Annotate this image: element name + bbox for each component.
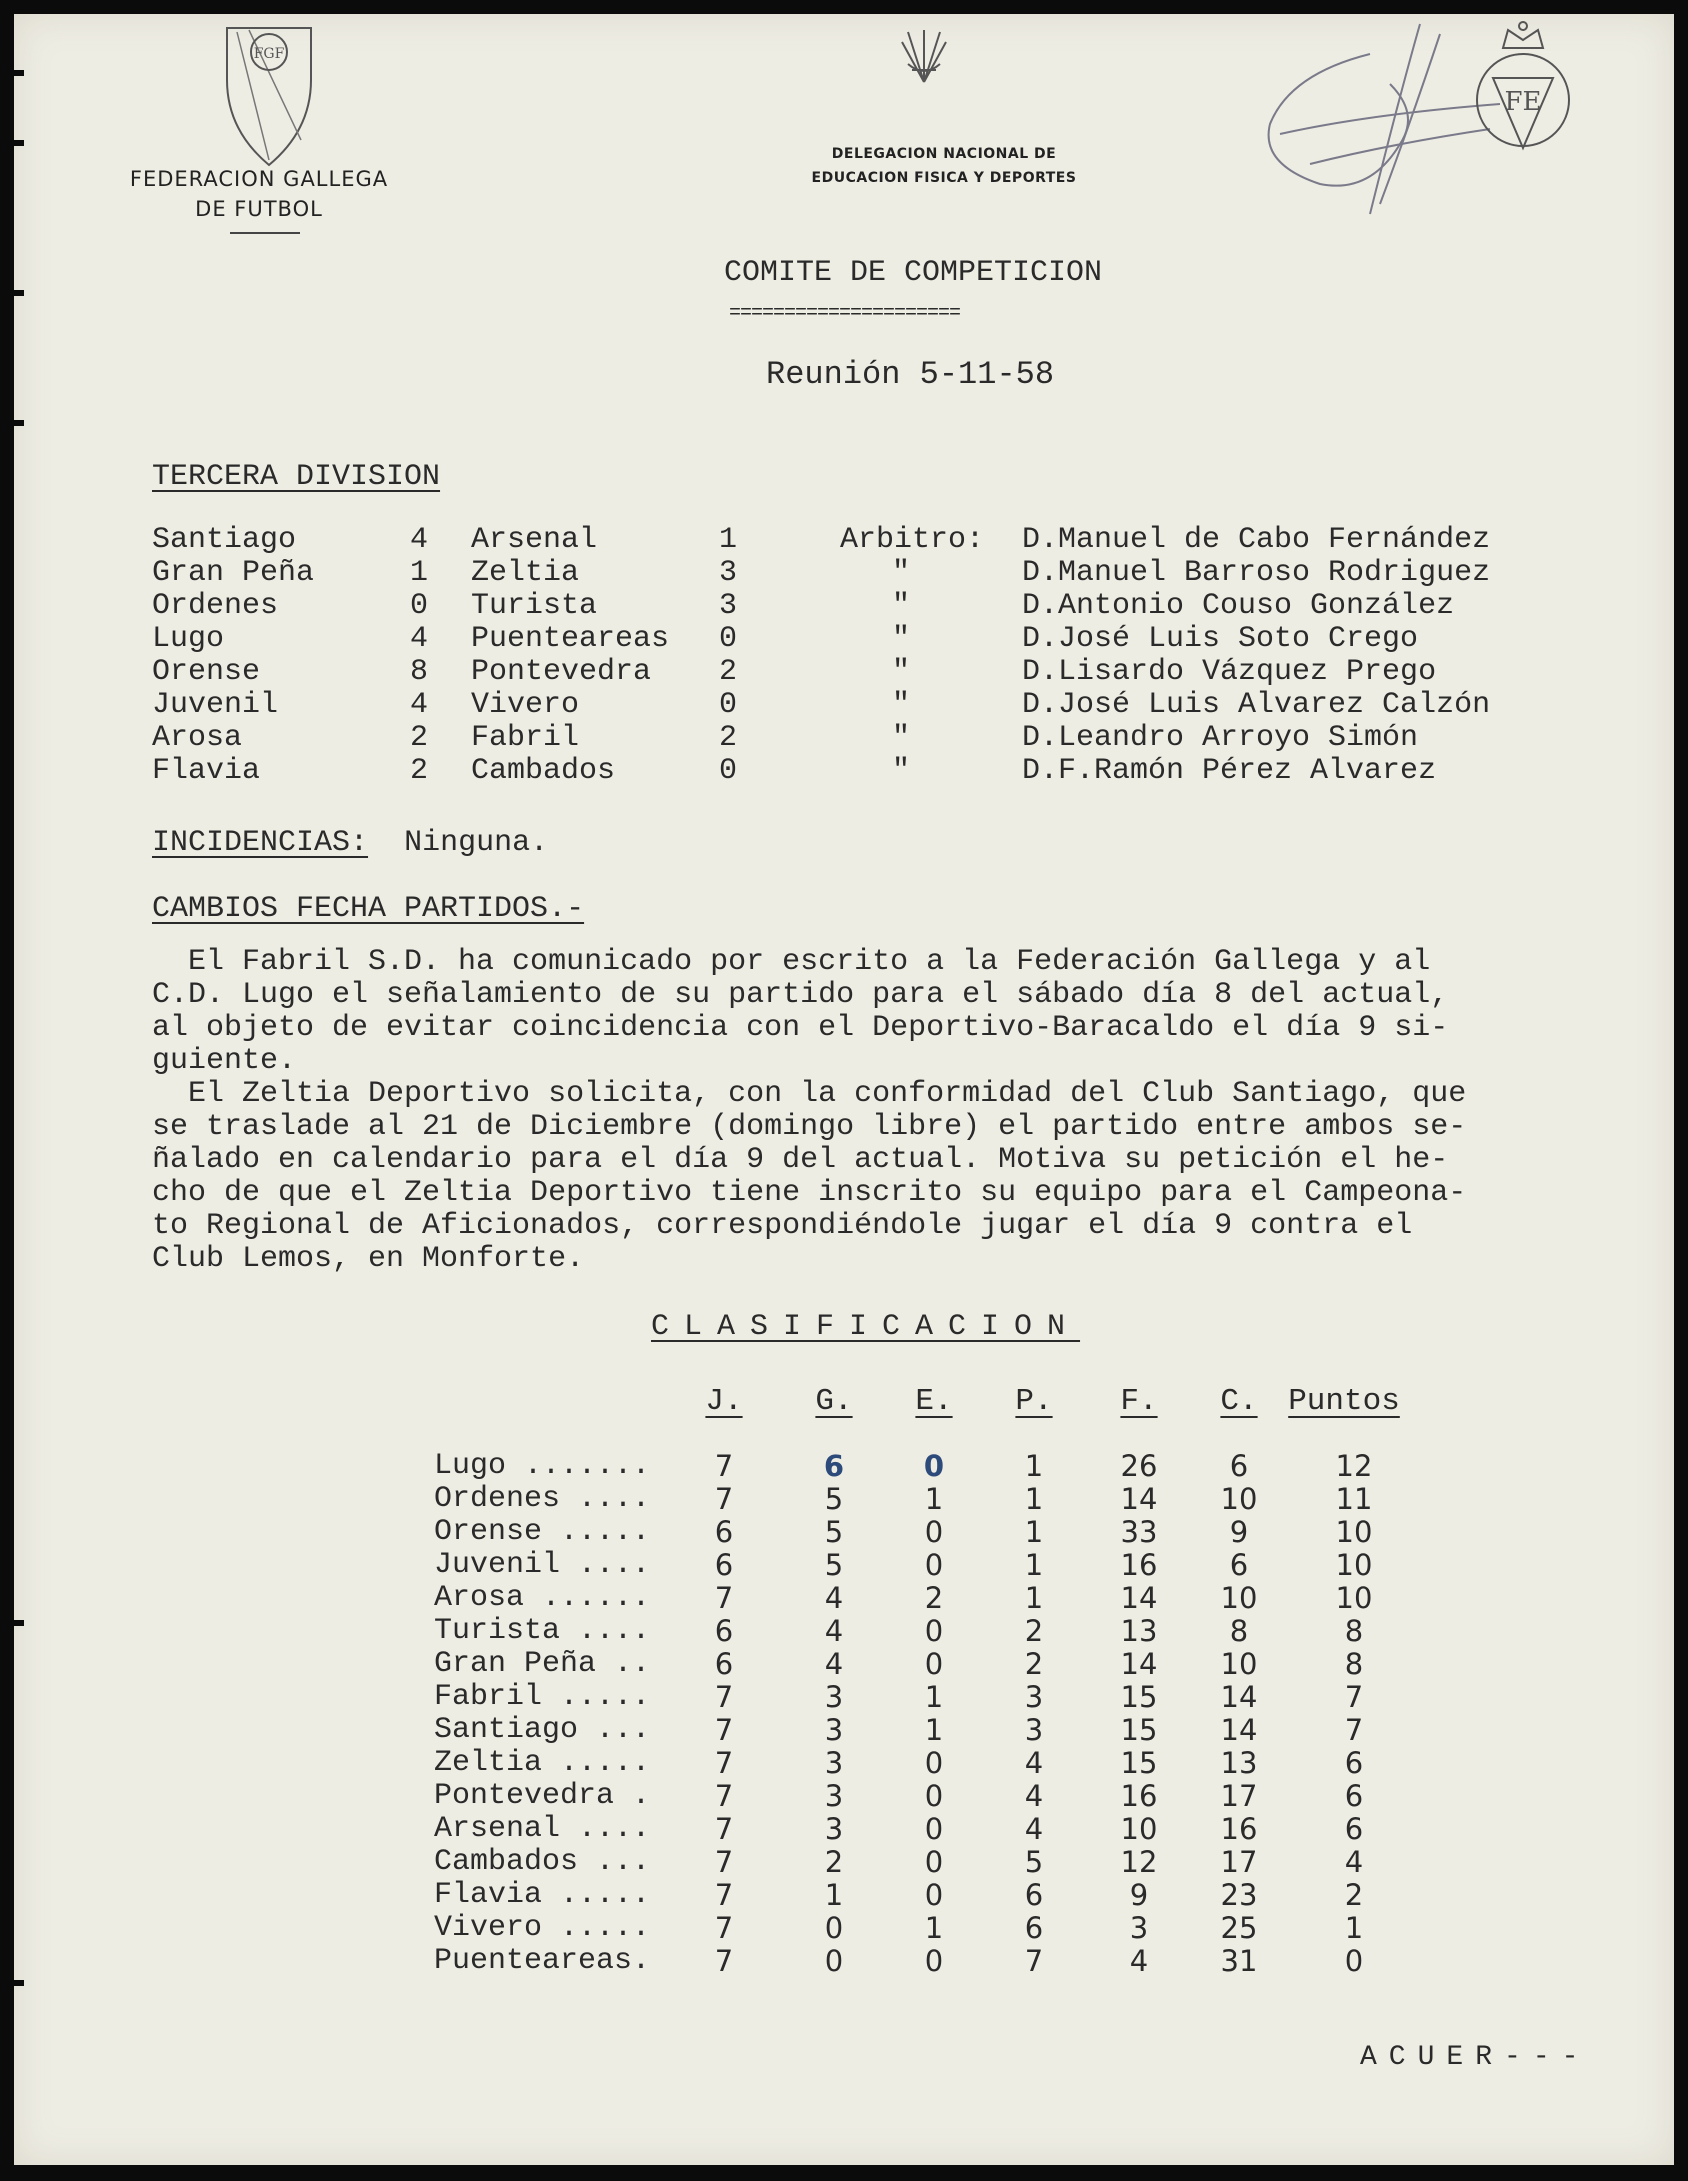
body-line: guiente.	[152, 1044, 297, 1078]
home-team: Juvenil	[152, 688, 279, 722]
cell-e: 0	[924, 1779, 944, 1813]
cell-e: 0	[923, 1449, 945, 1483]
cell-c: 14	[1220, 1713, 1258, 1747]
cell-c: 10	[1220, 1647, 1258, 1681]
delegation-name	[774, 142, 1114, 190]
cell-c: 6	[1229, 1548, 1249, 1582]
cell-g: 0	[824, 1944, 844, 1978]
team-name: Arosa ......	[434, 1581, 651, 1615]
rfef-crowned-emblem	[1468, 18, 1578, 168]
home-goals: 4	[410, 688, 429, 722]
ditto-mark: "	[892, 655, 911, 689]
document-title: COMITE DE COMPETICION	[724, 256, 1103, 290]
cell-puntos: 8	[1344, 1614, 1364, 1648]
cell-j: 7	[714, 1746, 734, 1780]
away-team: Turista	[471, 589, 598, 623]
cell-e: 0	[924, 1944, 944, 1978]
cell-g: 3	[824, 1779, 844, 1813]
away-goals: 3	[719, 589, 738, 623]
body-line: to Regional de Aficionados, correspondiéndole jugar el día 9 contra el	[152, 1209, 1413, 1243]
cell-f: 4	[1129, 1944, 1149, 1978]
cell-g: 3	[824, 1746, 844, 1780]
cell-p: 6	[1024, 1878, 1044, 1912]
edge-mark	[14, 70, 24, 76]
cell-p: 6	[1024, 1911, 1044, 1945]
body-line: se traslade al 21 de Diciembre (domingo libre) el partido entre ambos se-	[152, 1110, 1467, 1144]
column-header	[1274, 1384, 1414, 1419]
cell-f: 3	[1129, 1911, 1149, 1945]
team-name: Turista ....	[434, 1614, 651, 1648]
svg-text:FE: FE	[1504, 87, 1542, 117]
ditto-mark: "	[892, 721, 911, 755]
referee-name: D.Leandro Arroyo Simón	[1022, 721, 1419, 755]
team-name: Fabril .....	[434, 1680, 651, 1714]
away-team: Puenteareas	[471, 622, 670, 656]
cell-j: 6	[714, 1614, 734, 1648]
cell-g: 4	[824, 1581, 844, 1615]
column-header-label: J.	[705, 1384, 743, 1419]
yoke-arrows-emblem	[894, 22, 954, 92]
home-team: Santiago	[152, 523, 297, 557]
body-line: al objeto de evitar coincidencia con el Deportivo-Baracaldo el día 9 si-	[152, 1011, 1449, 1045]
cell-c: 14	[1220, 1680, 1258, 1714]
table-row	[434, 1878, 1434, 1911]
table-row	[434, 1614, 1434, 1647]
cell-puntos: 7	[1344, 1713, 1364, 1747]
cell-j: 6	[714, 1515, 734, 1549]
body-line: El Zeltia Deportivo solicita, con la conformidad del Club Santiago, que	[152, 1077, 1467, 1111]
cell-c: 8	[1229, 1614, 1249, 1648]
ditto-mark: "	[892, 622, 911, 656]
cell-p: 7	[1024, 1944, 1044, 1978]
cell-j: 7	[714, 1482, 734, 1516]
referee-name: D.Antonio Couso González	[1022, 589, 1455, 623]
team-name: Cambados ...	[434, 1845, 651, 1879]
body-line: C.D. Lugo el señalamiento de su partido para el sábado día 8 del actual,	[152, 978, 1449, 1012]
ditto-mark: "	[892, 589, 911, 623]
incidencias-label: INCIDENCIAS:	[152, 826, 369, 860]
cell-p: 2	[1024, 1614, 1044, 1648]
cell-j: 7	[714, 1779, 734, 1813]
referee-name: D.José Luis Alvarez Calzón	[1022, 688, 1491, 722]
team-name: Gran Peña ..	[434, 1647, 651, 1681]
cell-g: 4	[824, 1614, 844, 1648]
cell-j: 7	[714, 1812, 734, 1846]
cell-c: 31	[1220, 1944, 1258, 1978]
home-team: Ordenes	[152, 589, 279, 623]
home-goals: 2	[410, 754, 429, 788]
cell-c: 25	[1220, 1911, 1258, 1945]
home-goals: 1	[410, 556, 429, 590]
away-team: Zeltia	[471, 556, 580, 590]
column-header-label: F.	[1120, 1384, 1158, 1419]
cell-f: 15	[1120, 1746, 1158, 1780]
home-team: Lugo	[152, 622, 225, 656]
table-row	[434, 1515, 1434, 1548]
cell-f: 15	[1120, 1680, 1158, 1714]
cell-f: 14	[1120, 1482, 1158, 1516]
cell-c: 10	[1220, 1581, 1258, 1615]
cell-g: 5	[824, 1482, 844, 1516]
column-header-label: E.	[915, 1384, 953, 1419]
home-goals: 0	[410, 589, 429, 623]
cell-c: 9	[1229, 1515, 1249, 1549]
cell-g: 2	[824, 1845, 844, 1879]
cell-p: 1	[1024, 1548, 1044, 1582]
cell-j: 7	[714, 1944, 734, 1978]
cell-g: 3	[824, 1713, 844, 1747]
clasificacion-heading: CLASIFICACION	[651, 1310, 1081, 1344]
cell-f: 14	[1120, 1581, 1158, 1615]
home-team: Arosa	[152, 721, 243, 755]
delegation-line1: DELEGACION NACIONAL DE	[831, 146, 1057, 162]
team-name: Puenteareas.	[434, 1944, 651, 1978]
cell-puntos: 6	[1344, 1779, 1364, 1813]
cell-e: 1	[924, 1911, 944, 1945]
cell-e: 0	[924, 1845, 944, 1879]
cell-p: 3	[1024, 1713, 1044, 1747]
team-name: Flavia .....	[434, 1878, 651, 1912]
cell-puntos: 4	[1344, 1845, 1364, 1879]
cell-puntos: 2	[1344, 1878, 1364, 1912]
column-header-label: C.	[1220, 1384, 1258, 1419]
body-line: ñalado en calendario para el día 9 del actual. Motiva su petición el he-	[152, 1143, 1449, 1177]
away-goals: 3	[719, 556, 738, 590]
team-name: Vivero .....	[434, 1911, 651, 1945]
cell-puntos: 6	[1344, 1746, 1364, 1780]
cambios-body	[152, 946, 1652, 1276]
cell-puntos: 8	[1344, 1647, 1364, 1681]
delegation-line2: EDUCACION FISICA Y DEPORTES	[811, 170, 1077, 186]
cell-c: 6	[1229, 1449, 1249, 1483]
cell-c: 10	[1220, 1482, 1258, 1516]
cell-e: 0	[924, 1878, 944, 1912]
cell-p: 1	[1024, 1581, 1044, 1615]
cell-f: 10	[1120, 1812, 1158, 1846]
svg-text:FGF: FGF	[253, 46, 285, 62]
body-line: Club Lemos, en Monforte.	[152, 1242, 585, 1276]
table-row	[434, 1581, 1434, 1614]
referee-name: D.Manuel Barroso Rodriguez	[1022, 556, 1491, 590]
column-header	[904, 1384, 964, 1419]
ditto-mark: "	[892, 688, 911, 722]
edge-mark	[14, 290, 24, 296]
ditto-mark: "	[892, 556, 911, 590]
table-row	[434, 1845, 1434, 1878]
cell-puntos: 10	[1335, 1515, 1373, 1549]
home-goals: 2	[410, 721, 429, 755]
column-header-label: G.	[815, 1384, 853, 1419]
table-row	[434, 1647, 1434, 1680]
cell-e: 1	[924, 1482, 944, 1516]
federation-name-line2: DE FUTBOL	[195, 197, 323, 221]
away-goals: 2	[719, 655, 738, 689]
cell-j: 7	[714, 1449, 734, 1483]
cell-p: 4	[1024, 1812, 1044, 1846]
cell-f: 14	[1120, 1647, 1158, 1681]
column-header-label: P.	[1015, 1384, 1053, 1419]
cell-e: 0	[924, 1647, 944, 1681]
cell-j: 6	[714, 1548, 734, 1582]
federation-shield-logo	[219, 20, 319, 170]
cell-f: 16	[1120, 1548, 1158, 1582]
away-goals: 1	[719, 523, 738, 557]
team-name: Arsenal ....	[434, 1812, 651, 1846]
cell-e: 0	[924, 1812, 944, 1846]
cell-p: 5	[1024, 1845, 1044, 1879]
table-row	[434, 1548, 1434, 1581]
cell-e: 0	[924, 1746, 944, 1780]
home-goals: 4	[410, 523, 429, 557]
cell-puntos: 0	[1344, 1944, 1364, 1978]
table-row	[434, 1911, 1434, 1944]
cell-j: 7	[714, 1713, 734, 1747]
cell-f: 13	[1120, 1614, 1158, 1648]
cell-puntos: 12	[1335, 1449, 1373, 1483]
body-line: El Fabril S.D. ha comunicado por escrito a la Federación Gallega y al	[152, 945, 1431, 979]
column-header	[804, 1384, 864, 1419]
home-team: Orense	[152, 655, 261, 689]
team-name: Juvenil ....	[434, 1548, 651, 1582]
cell-g: 0	[824, 1911, 844, 1945]
cell-e: 0	[924, 1614, 944, 1648]
title-double-rule: =====================	[729, 302, 961, 325]
cell-c: 17	[1220, 1779, 1258, 1813]
cell-j: 7	[714, 1878, 734, 1912]
edge-mark	[14, 140, 24, 146]
away-team: Vivero	[471, 688, 580, 722]
federation-name	[84, 164, 434, 224]
incidencias-value: Ninguna.	[404, 826, 549, 860]
team-name: Zeltia .....	[434, 1746, 651, 1780]
division-heading: TERCERA DIVISION	[152, 460, 441, 494]
cell-c: 13	[1220, 1746, 1258, 1780]
cell-f: 26	[1120, 1449, 1158, 1483]
table-row	[434, 1713, 1434, 1746]
referee-name: D.Manuel de Cabo Fernández	[1022, 523, 1491, 557]
cell-puntos: 10	[1335, 1548, 1373, 1582]
home-team: Flavia	[152, 754, 261, 788]
home-goals: 8	[410, 655, 429, 689]
referee-name: D.Lisardo Vázquez Prego	[1022, 655, 1437, 689]
column-header	[694, 1384, 754, 1419]
away-goals: 2	[719, 721, 738, 755]
cell-g: 3	[824, 1812, 844, 1846]
away-team: Pontevedra	[471, 655, 652, 689]
cell-e: 0	[924, 1548, 944, 1582]
cell-e: 1	[924, 1713, 944, 1747]
cell-p: 4	[1024, 1746, 1044, 1780]
cell-g: 5	[824, 1515, 844, 1549]
table-row	[434, 1746, 1434, 1779]
home-goals: 4	[410, 622, 429, 656]
cell-puntos: 10	[1335, 1581, 1373, 1615]
cell-g: 6	[823, 1449, 845, 1483]
team-name: Pontevedra .	[434, 1779, 651, 1813]
away-team: Cambados	[471, 754, 616, 788]
team-name: Orense .....	[434, 1515, 651, 1549]
cell-g: 1	[824, 1878, 844, 1912]
continuation-marker: ACUER---	[1360, 2042, 1591, 2073]
cell-f: 9	[1129, 1878, 1149, 1912]
column-header-label: Puntos	[1288, 1384, 1400, 1419]
cell-g: 5	[824, 1548, 844, 1582]
document-page	[14, 14, 1674, 2165]
cell-j: 6	[714, 1647, 734, 1681]
body-line: cho de que el Zeltia Deportivo tiene inscrito su equipo para el Campeona-	[152, 1176, 1467, 1210]
table-row	[434, 1449, 1434, 1482]
cell-c: 17	[1220, 1845, 1258, 1879]
table-row	[434, 1812, 1434, 1845]
federation-name-line1: FEDERACION GALLEGA	[129, 167, 389, 191]
edge-mark	[14, 1620, 24, 1626]
team-name: Santiago ...	[434, 1713, 651, 1747]
away-goals: 0	[719, 622, 738, 656]
edge-mark	[14, 1980, 24, 1986]
cell-puntos: 11	[1335, 1482, 1373, 1516]
ditto-mark: "	[892, 754, 911, 788]
edge-mark	[14, 420, 24, 426]
cell-c: 23	[1220, 1878, 1258, 1912]
cell-p: 2	[1024, 1647, 1044, 1681]
cell-e: 0	[924, 1515, 944, 1549]
cell-j: 7	[714, 1911, 734, 1945]
cell-c: 16	[1220, 1812, 1258, 1846]
column-header	[1109, 1384, 1169, 1419]
home-team: Gran Peña	[152, 556, 315, 590]
incidencias-line	[152, 826, 548, 860]
cell-j: 7	[714, 1845, 734, 1879]
referee-label: Arbitro:	[840, 523, 985, 557]
cell-p: 3	[1024, 1680, 1044, 1714]
cell-e: 1	[924, 1680, 944, 1714]
cell-g: 3	[824, 1680, 844, 1714]
cell-e: 2	[924, 1581, 944, 1615]
cell-p: 1	[1024, 1449, 1044, 1483]
cell-j: 7	[714, 1581, 734, 1615]
cell-p: 4	[1024, 1779, 1044, 1813]
cell-f: 16	[1120, 1779, 1158, 1813]
meeting-date: Reunión 5-11-58	[766, 356, 1055, 393]
cell-p: 1	[1024, 1515, 1044, 1549]
referee-name: D.José Luis Soto Crego	[1022, 622, 1419, 656]
column-header	[1004, 1384, 1064, 1419]
team-name: Ordenes ....	[434, 1482, 651, 1516]
away-team: Arsenal	[471, 523, 598, 557]
cell-p: 1	[1024, 1482, 1044, 1516]
column-header	[1209, 1384, 1269, 1419]
away-goals: 0	[719, 688, 738, 722]
cell-puntos: 6	[1344, 1812, 1364, 1846]
cell-f: 12	[1120, 1845, 1158, 1879]
cell-puntos: 7	[1344, 1680, 1364, 1714]
referee-name: D.F.Ramón Pérez Alvarez	[1022, 754, 1437, 788]
cell-j: 7	[714, 1680, 734, 1714]
away-team: Fabril	[471, 721, 580, 755]
cambios-heading: CAMBIOS FECHA PARTIDOS.-	[152, 892, 585, 926]
away-goals: 0	[719, 754, 738, 788]
federation-divider	[230, 232, 300, 234]
team-name: Lugo .......	[434, 1449, 651, 1483]
cell-f: 33	[1120, 1515, 1158, 1549]
cell-f: 15	[1120, 1713, 1158, 1747]
table-row	[434, 1944, 1434, 1977]
table-row	[434, 1482, 1434, 1515]
cell-puntos: 1	[1344, 1911, 1364, 1945]
cell-g: 4	[824, 1647, 844, 1681]
table-row	[434, 1779, 1434, 1812]
table-row	[434, 1680, 1434, 1713]
